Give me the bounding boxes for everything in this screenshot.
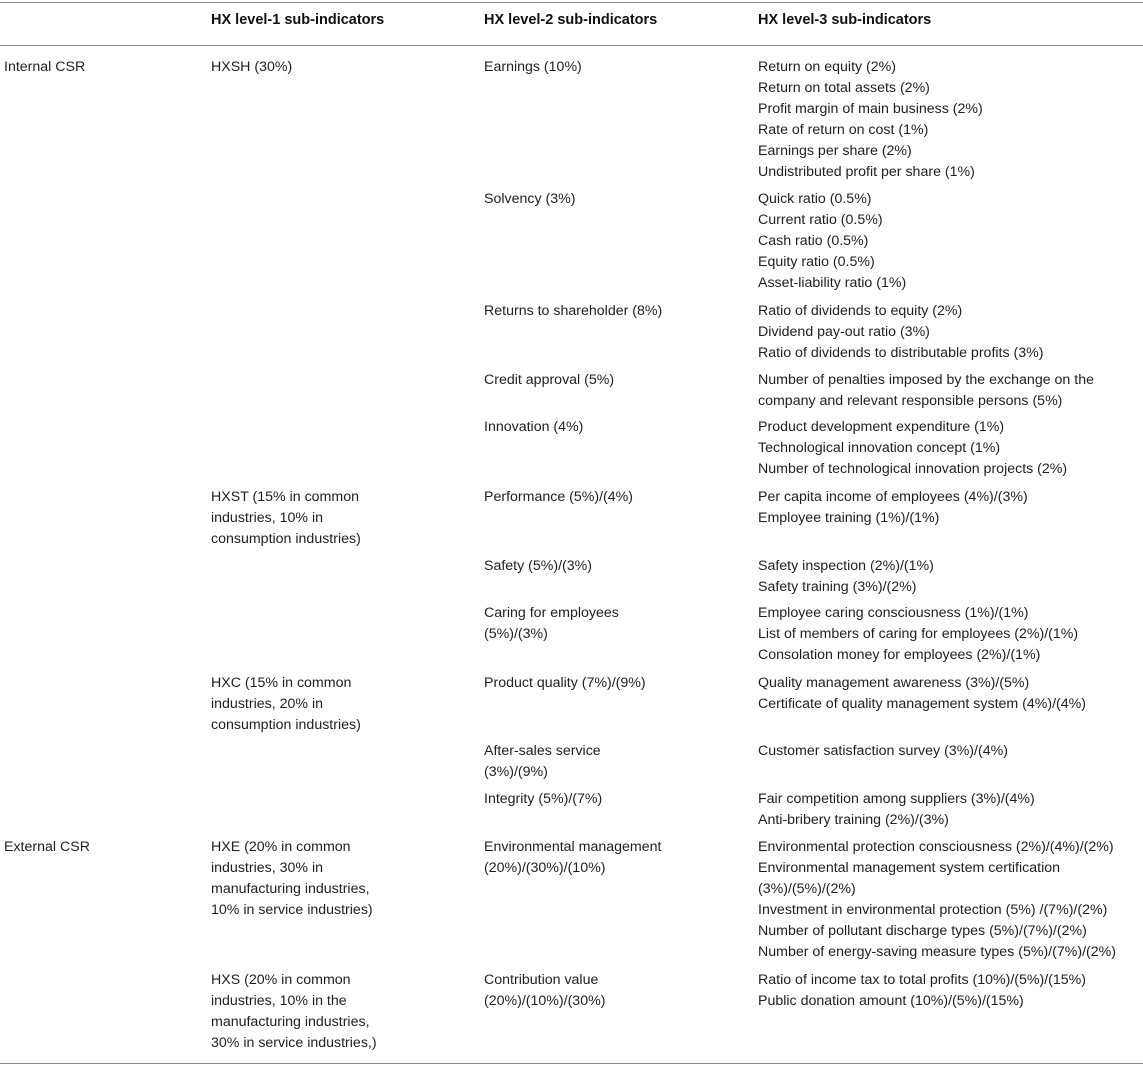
table-header-row <box>0 12 1143 34</box>
table-bottom-rule <box>0 1063 1143 1064</box>
header-level1: HX level-1 sub-indicators <box>211 12 385 28</box>
group-label-external: External CSR <box>4 839 90 855</box>
group-label-internal: Internal CSR <box>4 59 86 75</box>
level2-cell: Innovation (4%) <box>484 419 584 435</box>
level2-cell: Integrity (5%)/(7%) <box>484 791 603 807</box>
level3-cell: Quality management awareness (3%)/(5%) Certificate of quality management system (4%)/(4%) <box>758 675 1087 712</box>
level3-cell: Ratio of dividends to equity (2%) Dividend pay-out ratio (3%) Ratio of dividends to distributable profits (3%) <box>758 303 1044 361</box>
level3-cell: Number of penalties imposed by the exchange on the company and relevant responsible persons (5%) <box>758 372 1094 409</box>
level3-cell: Per capita income of employees (4%)/(3%) Employee training (1%)/(1%) <box>758 489 1028 526</box>
level1-cell: HXST (15% in common industries, 10% in consumption industries) <box>211 489 361 547</box>
level2-cell: Performance (5%)/(4%) <box>484 489 634 505</box>
level2-cell: Returns to shareholder (8%) <box>484 303 663 319</box>
level3-cell: Product development expenditure (1%) Technological innovation concept (1%) Number of technological innovation projects (2%) <box>758 419 1068 477</box>
level3-cell: Environmental protection consciousness (2%)/(4%)/(2%) Environmental management system certification (3%)/(5%)/(2%) Investment in environmental protection (5%) /(7%)/(2%) Number of pollutant discharge types (5%)/(7%)/(2%) Number of energy-saving measure types (5%)/(7%)/(2%) <box>758 839 1116 960</box>
level2-cell: Safety (5%)/(3%) <box>484 558 593 574</box>
level1-cell: HXC (15% in common industries, 20% in consumption industries) <box>211 675 361 733</box>
level3-cell: Ratio of income tax to total profits (10%)/(5%)/(15%) Public donation amount (10%)/(5%)/(15%) <box>758 972 1087 1009</box>
level2-cell: Contribution value (20%)/(10%)/(30%) <box>484 972 606 1009</box>
level2-cell: Environmental management (20%)/(30%)/(10%) <box>484 839 662 876</box>
level3-cell: Quick ratio (0.5%) Current ratio (0.5%) Cash ratio (0.5%) Equity ratio (0.5%) Asset-liability ratio (1%) <box>758 191 907 291</box>
header-level2: HX level-2 sub-indicators <box>484 12 658 28</box>
level3-cell: Safety inspection (2%)/(1%) Safety training (3%)/(2%) <box>758 558 934 595</box>
level2-cell: Solvency (3%) <box>484 191 576 207</box>
level2-cell: After-sales service (3%)/(9%) <box>484 743 601 780</box>
level1-cell: HXS (20% in common industries, 10% in the manufacturing industries, 30% in service industries,) <box>211 972 377 1051</box>
level1-cell: HXSH (30%) <box>211 59 293 75</box>
table-top-rule <box>0 2 1143 3</box>
level3-cell: Return on equity (2%) Return on total assets (2%) Profit margin of main business (2%) Rate of return on cost (1%) Earnings per share (2%) Undistributed profit per share (1%) <box>758 59 983 180</box>
level2-cell: Earnings (10%) <box>484 59 582 75</box>
level2-cell: Credit approval (5%) <box>484 372 615 388</box>
level3-cell: Customer satisfaction survey (3%)/(4%) <box>758 743 1008 759</box>
level2-cell: Product quality (7%)/(9%) <box>484 675 646 691</box>
header-level3: HX level-3 sub-indicators <box>758 12 932 28</box>
level3-cell: Employee caring consciousness (1%)/(1%) List of members of caring for employees (2%)/(1%) Consolation money for employees (2%)/(1%) <box>758 605 1079 663</box>
level1-cell: HXE (20% in common industries, 30% in manufacturing industries, 10% in service industries) <box>211 839 373 918</box>
level3-cell: Fair competition among suppliers (3%)/(4%) Anti-bribery training (2%)/(3%) <box>758 791 1035 828</box>
table-header-rule <box>0 45 1143 46</box>
level2-cell: Caring for employees (5%)/(3%) <box>484 605 619 642</box>
